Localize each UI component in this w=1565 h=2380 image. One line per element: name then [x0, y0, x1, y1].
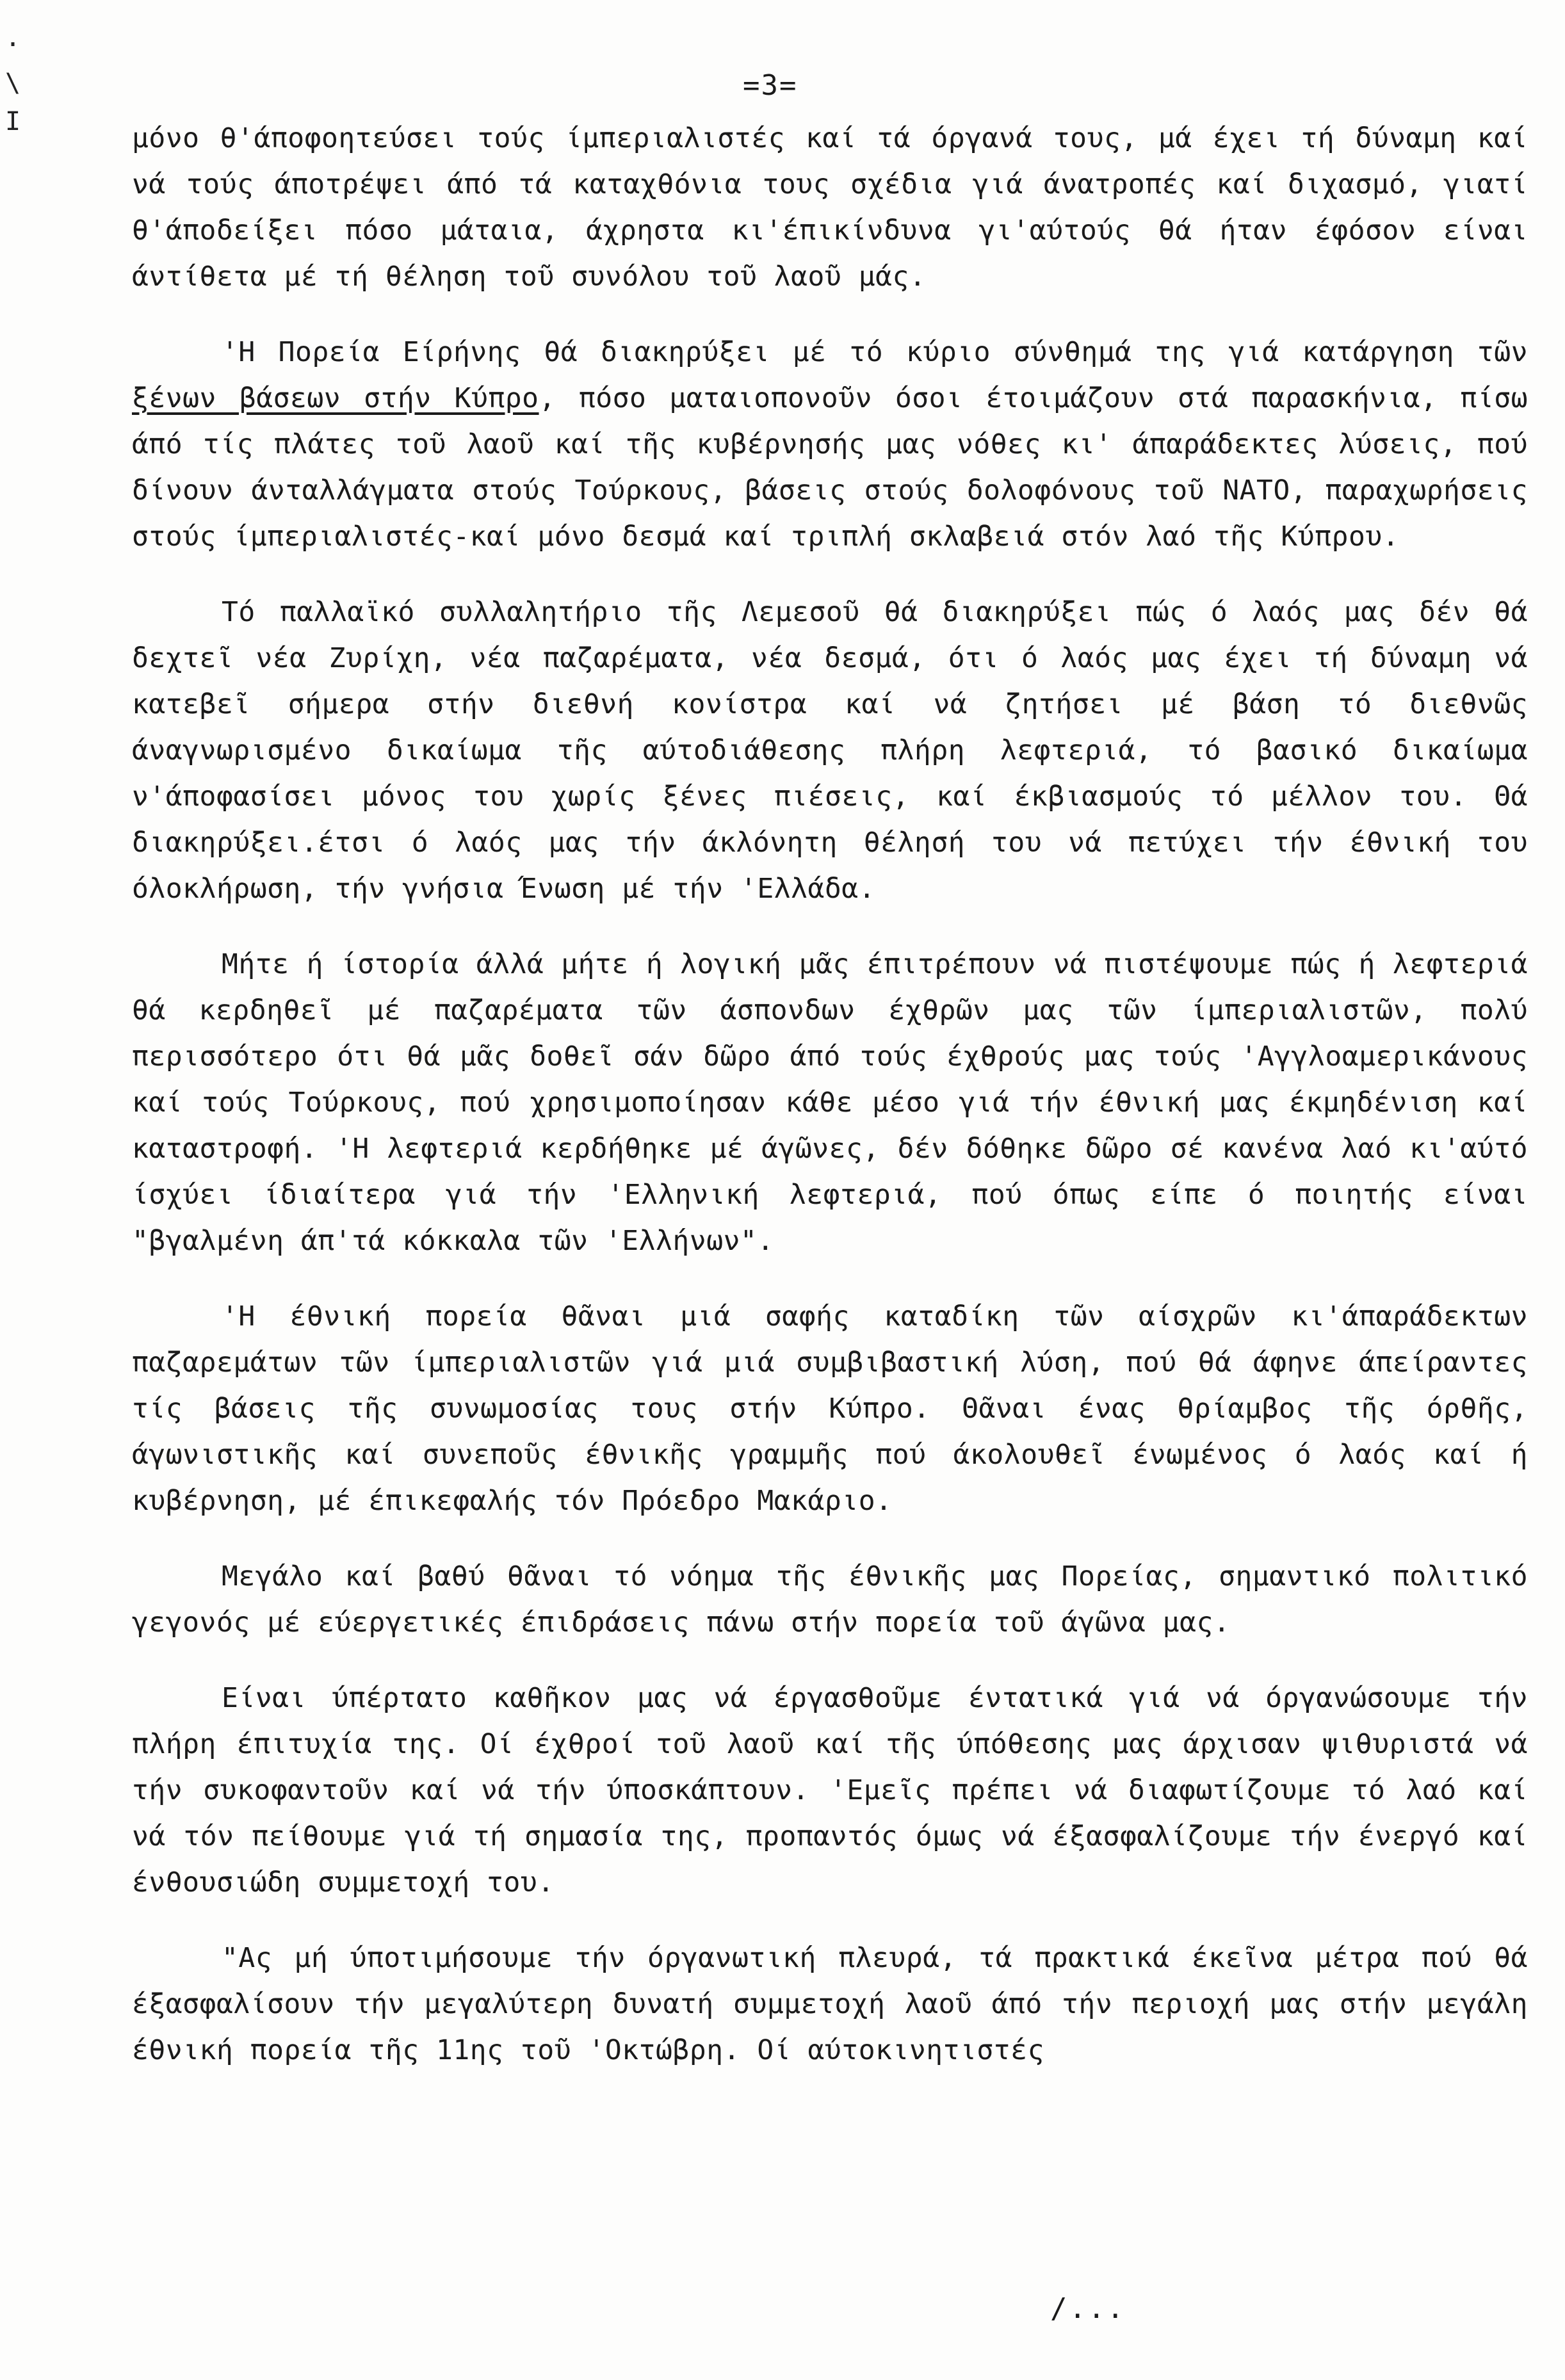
paragraph: Μήτε ή ίστορία άλλά μήτε ή λογική μᾶς έπιτρέπουν νά πιστέψουμε πώς ή λεφτεριά θά κερδηθεῖ μέ παζαρέματα τῶν άσπονδων έχθρῶν μας τῶν ίμπεριαλιστῶν, πολύ περισσότερο ότι θά μᾶς δοθεῖ σάν δῶρο άπό τούς έχθρούς μας τούς 'Αγγλοαμερικάνους καί τούς Τούρκους, πού χρησιμοποίησαν κάθε μέσο γιά τήν έθνική μας έκμηδένιση καί καταστροφή. 'Η λεφτεριά κερδήθηκε μέ άγῶνες, δέν δόθηκε δῶρο σέ κανένα λαό κι'αύτό ίσχύει ίδιαίτερα γιά τήν 'Ελληνική λεφτεριά, πού όπως είπε ό ποιητής είναι "βγαλμένη άπ'τά κόκκαλα τῶν 'Ελλήνων".	[132, 948, 1528, 1257]
paragraph: Μεγάλο καί βαθύ θᾶναι τό νόημα τῆς έθνικῆς μας Πορείας, σημαντικό πολιτικό γεγονός μέ εύεργετικές έπιδράσεις πάνω στήν πορεία τοῦ άγῶνα μας.	[132, 1560, 1528, 1639]
paragraph: Είναι ύπέρτατο καθῆκον μας νά έργασθοῦμε έντατικά γιά νά όργανώσουμε τήν πλήρη έπιτυχία της. Οί έχθροί τοῦ λαοῦ καί τῆς ύπόθεσης μας άρχισαν ψιθυριστά νά τήν συκοφαντοῦν καί νά τήν ύποσκάπτουν. 'Εμεῖς πρέπει νά διαφωτίζουμε τό λαό καί νά τόν πείθουμε γιά τή σημασία της, προπαντός όμως νά έξασφαλίζουμε τήν ένεργό καί ένθουσιώδη συμμετοχή του.	[132, 1682, 1528, 1898]
margin-mark: I	[5, 107, 21, 136]
paragraph: μόνο θ'άποφοητεύσει τούς ίμπεριαλιστές καί τά όργανά τους, μά έχει τή δύναμη καί νά τούς άποτρέψει άπό τά καταχθόνια τους σχέδια γιά άνατροπές καί διχασμό, γιατί θ'άποδείξει πόσο μάταια, άχρηστα κι'έπικίνδυνα γι'αύτούς θά ήταν έφόσον είναι άντίθετα μέ τή θέληση τοῦ συνόλου τοῦ λαοῦ μάς.	[132, 122, 1528, 293]
paragraph: Τό παλλαϊκό συλλαλητήριο τῆς Λεμεσοῦ θά διακηρύξει πώς ό λαός μας δέν θά δεχτεῖ νέα Ζυρίχη, νέα παζαρέματα, νέα δεσμά, ότι ό λαός μας έχει τή δύναμη νά κατεβεῖ σήμερα στήν διεθνή κονίστρα καί νά ζητήσει μέ βάση τό διεθνῶς άναγνωρισμένο δικαίωμα τῆς αύτοδιάθεσης πλήρη λεφτεριά, τό βασικό δικαίωμα ν'άποφασίσει μόνος του χωρίς ξένες πιέσεις, καί έκβιασμούς τό μέλλον του. Θά διακηρύξει.έτσι ό λαός μας τήν άκλόνητη θέλησή του νά πετύχει τήν έθνική του όλοκλήρωση, τήν γνήσια Ένωση μέ τήν 'Ελλάδα.	[132, 596, 1528, 905]
margin-marks	[5, 26, 20, 141]
continuation-mark: /...	[1050, 2292, 1126, 2325]
page-number: =3=	[743, 69, 798, 102]
paragraph	[132, 329, 1528, 560]
margin-mark: \	[5, 69, 21, 98]
paragraph-text: 'Η Πορεία Είρήνης θά διακηρύξει μέ τό κύριο σύνθημά της γιά κατάργηση τῶν	[222, 336, 1528, 368]
body-text	[132, 115, 1528, 2103]
margin-mark: ·	[5, 30, 21, 60]
paragraph-text: , πόσο ματαιοπονοῦν όσοι έτοιμάζουν στά παρασκήνια, πίσω άπό τίς πλάτες τοῦ λαοῦ καί τῆς κυβέρνησής μας νόθες κι' άπαράδεκτες λύσεις, πού δίνουν άνταλλάγματα στούς Τούρκους, βάσεις στούς δολοφόνους τοῦ ΝΑΤΟ, παραχωρήσεις στούς ίμπεριαλιστές-καί μόνο δεσμά καί τριπλή σκλαβειά στόν λαό τῆς Κύπρου.	[132, 382, 1528, 553]
underlined-phrase: ξένων βάσεων στήν Κύπρο	[132, 382, 539, 414]
paragraph: "Ας μή ύποτιμήσουμε τήν όργανωτική πλευρά, τά πρακτικά έκεῖνα μέτρα πού θά έξασφαλίσουν τήν μεγαλύτερη δυνατή συμμετοχή λαοῦ άπό τήν περιοχή μας στήν μεγάλη έθνική πορεία τῆς 11ης τοῦ 'Οκτώβρη. Οί αύτοκινητιστές	[132, 1942, 1528, 2066]
paragraph: 'Η έθνική πορεία θᾶναι μιά σαφής καταδίκη τῶν αίσχρῶν κι'άπαράδεκτων παζαρεμάτων τῶν ίμπεριαλιστῶν γιά μιά συμβιβαστική λύση, πού θά άφηνε άπείραντες τίς βάσεις τῆς συνωμοσίας τους στήν Κύπρο. Θᾶναι ένας θρίαμβος τῆς όρθῆς, άγωνιστικῆς καί συνεποῦς έθνικῆς γραμμῆς πού άκολουθεῖ ένωμένος ό λαός καί ή κυβέρνηση, μέ έπικεφαλής τόν Πρόεδρο Μακάριο.	[132, 1300, 1528, 1517]
